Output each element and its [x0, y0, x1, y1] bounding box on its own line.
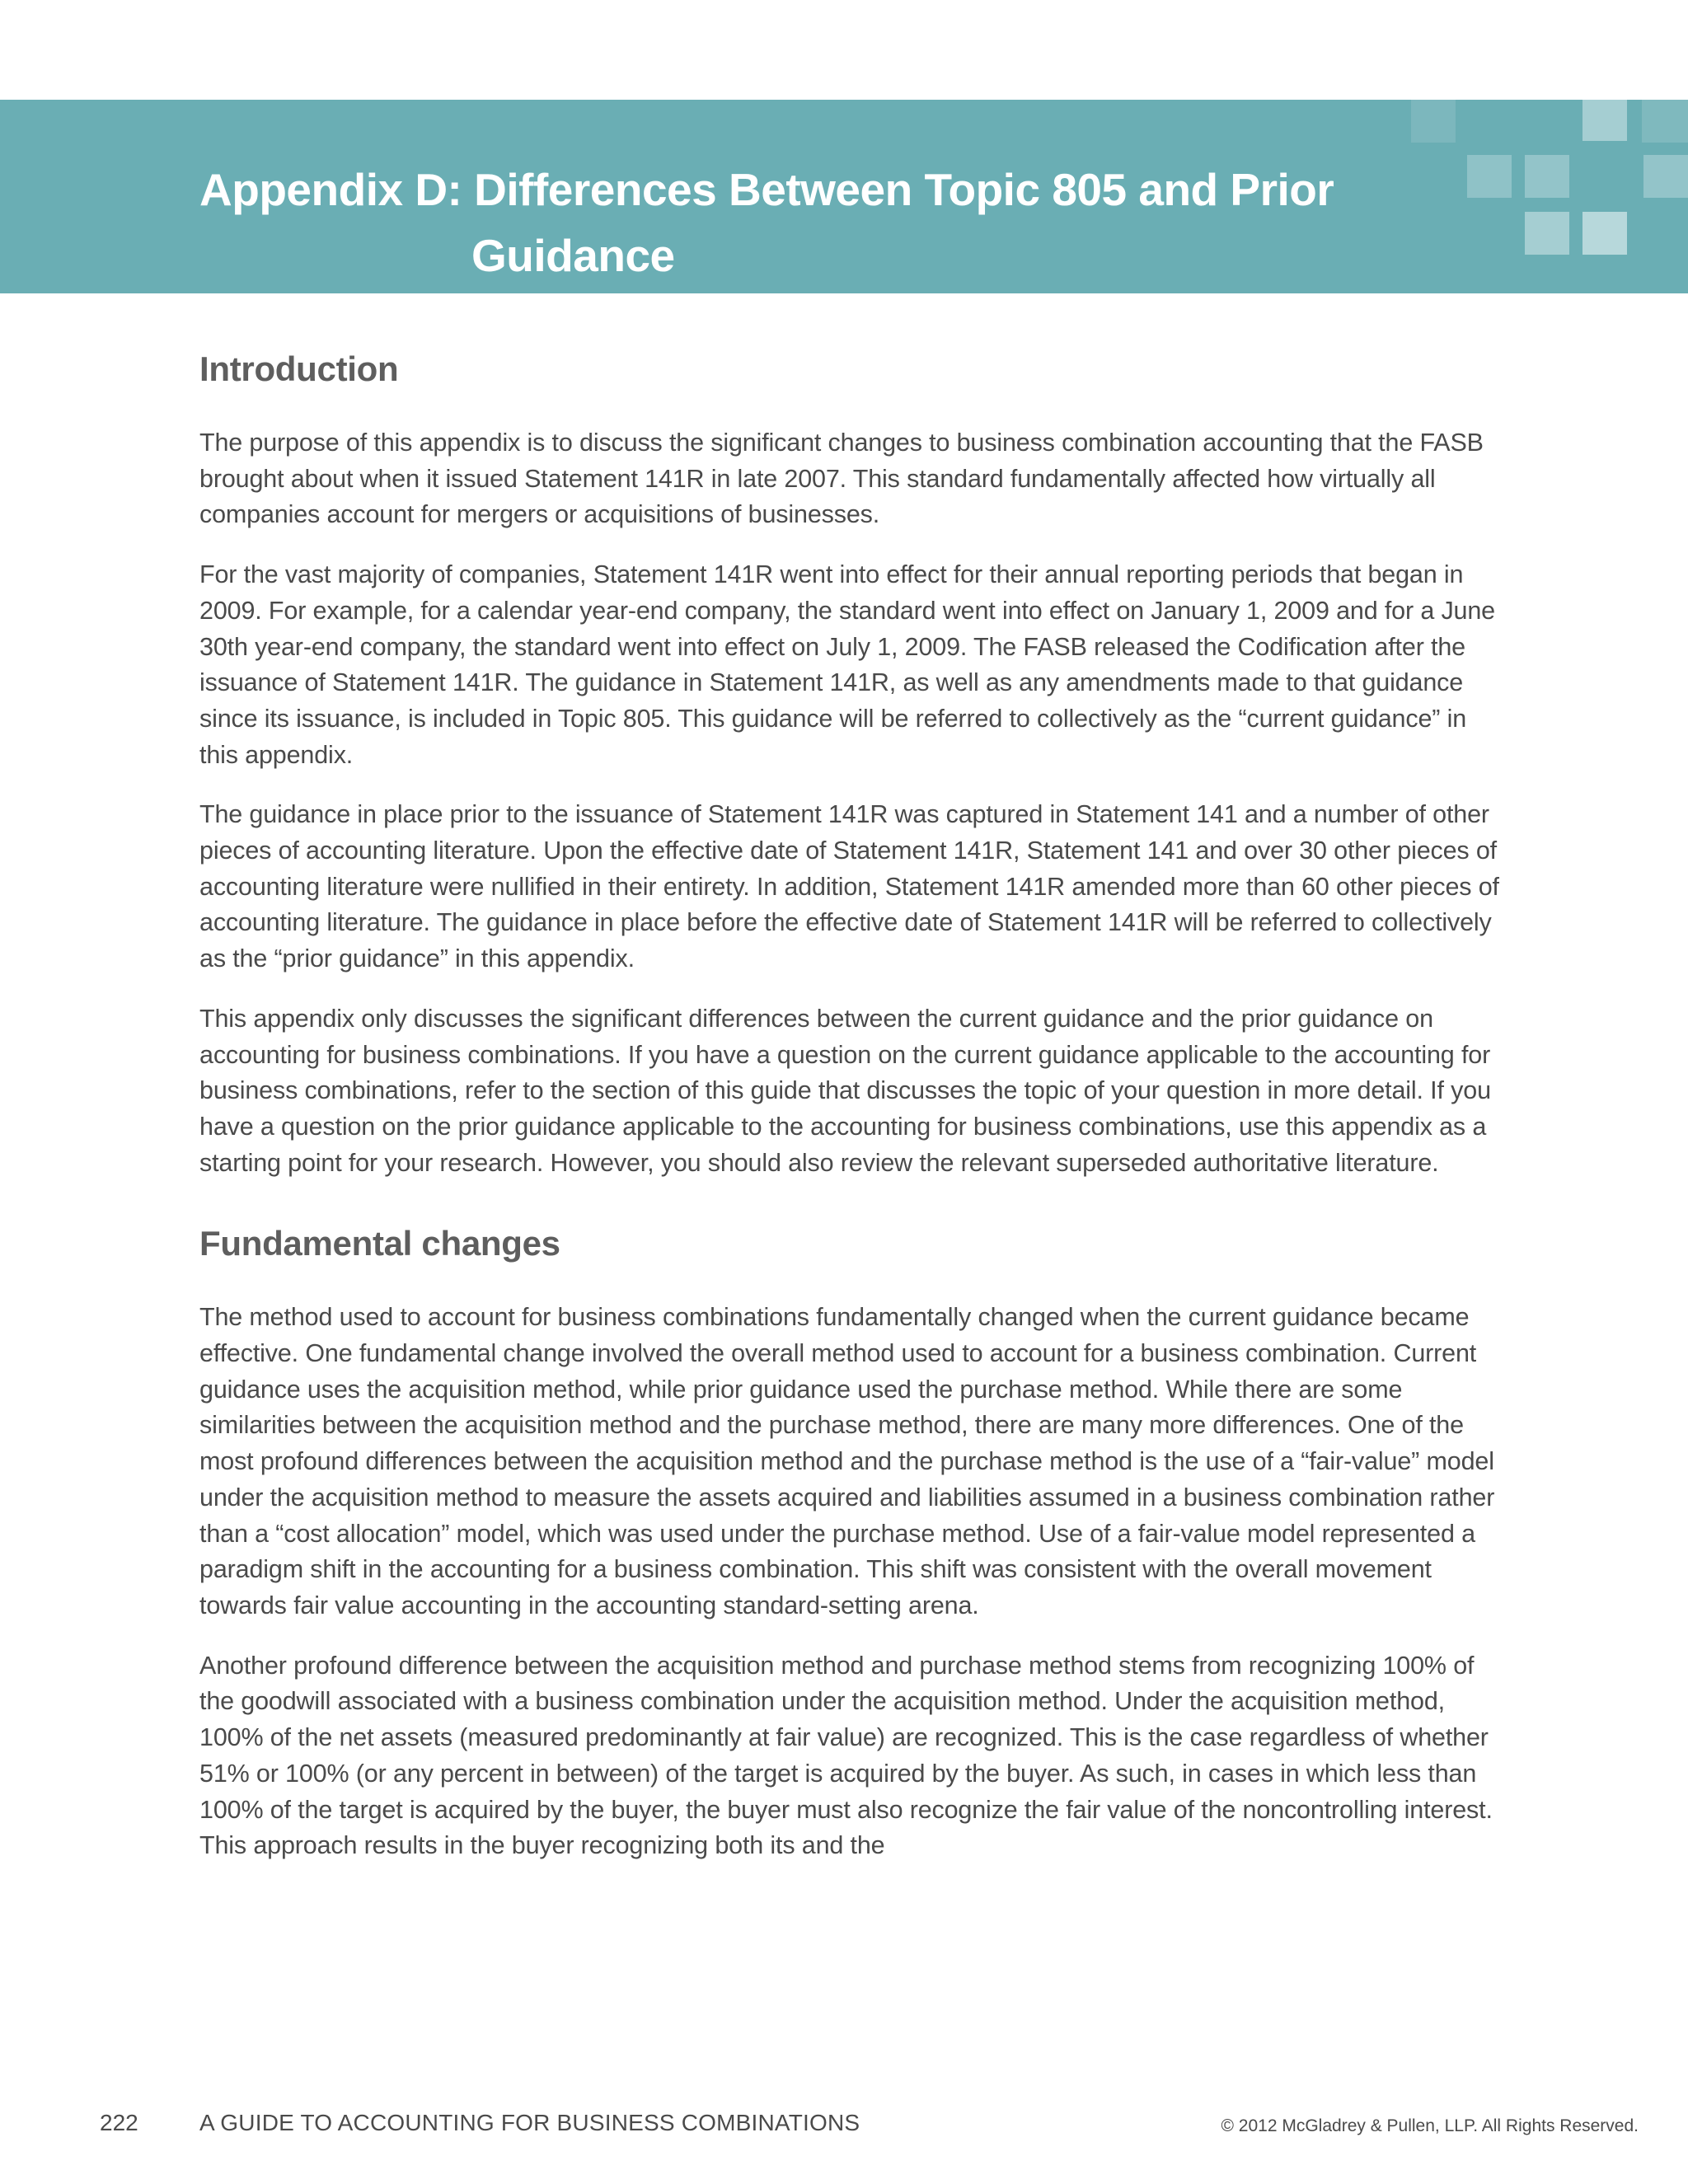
- paragraph: This appendix only discusses the significant differences between the current guidance and the prior guidance on accounting for business combinations. If you have a question on the current guidance applicable to the accounting for business combinations, refer to the section of this guide that discusses the topic of your question in more detail. If you have a question on the prior guidance applicable to the accounting for business combinations, use this appendix as a starting point for your research. However, you should also review the relevant superseded authoritative literature.: [199, 1004, 1491, 1177]
- decor-square: [1582, 212, 1627, 255]
- paragraph: The guidance in place prior to the issuance of Statement 141R was captured in Statement 141 and a number of other pieces of accounting literature. Upon the effective date of Statement 141R, Statement 141 and over 30 other pieces of accounting literature were nullified in their entirety. In addition, Statement 141R amended more than 60 other pieces of accounting literature. The guidance in place before the effective date of Statement 141R will be referred to collectively as the “prior guidance” in this appendix.: [199, 800, 1499, 973]
- decor-square: [1411, 100, 1456, 143]
- footer-copyright: © 2012 McGladrey & Pullen, LLP. All Rights Reserved.: [1221, 2116, 1639, 2135]
- paragraph: The method used to account for business combinations fundamentally changed when the current guidance became effective. One fundamental change involved the overall method used to account for a business combination. Current guidance uses the acquisition method, while prior guidance used the purchase method. While there are some similarities between the acquisition method and the purchase method, there are many more differences. One of the most profound differences between the acquisition method and the purchase method is the use of a “fair-value” model under the acquisition method to measure the assets acquired and liabilities assumed in a business combination rather than a “cost allocation” model, which was used under the purchase method. Use of a fair-value model represented a paradigm shift in the accounting for a business combination. This shift was consistent with the overall movement towards fair value accounting in the accounting standard-setting arena.: [199, 1303, 1495, 1619]
- paragraph: Another profound difference between the acquisition method and purchase method stems from recognizing 100% of the goodwill associated with a business combination under the acquisition method. Under the acquisition method, 100% of the net assets (measured predominantly at fair value) are recognized. This is the case regardless of whether 51% or 100% (or any percent in between) of the target is acquired by the buyer. As such, in cases in which less than 100% of the target is acquired by the buyer, the buyer must also recognize the fair value of the noncontrolling interest. This approach results in the buyer recognizing both its and the: [199, 1651, 1493, 1860]
- decor-square: [1525, 212, 1569, 255]
- page-title-line-1: Appendix D: Differences Between Topic 805 and Prior: [199, 164, 1334, 215]
- paragraph: The purpose of this appendix is to discuss the significant changes to business combination accounting that the FASB brought about when it issued Statement 141R in late 2007. This standard fundamentally affected how virtually all companies account for mergers or acquisitions of businesses.: [199, 429, 1484, 529]
- section-fundamental-changes: [199, 1212, 1502, 1864]
- page-number: 222: [100, 2110, 138, 2135]
- section-heading: Introduction: [199, 349, 399, 388]
- page-title-line-2: Guidance: [471, 230, 675, 281]
- main-content: [199, 338, 1502, 1888]
- decor-square: [1525, 155, 1569, 198]
- page-footer: [0, 2110, 1688, 2151]
- section-introduction: [199, 338, 1502, 1181]
- decor-square: [1467, 155, 1512, 198]
- decor-square: [1642, 100, 1688, 143]
- footer-guide-title: A GUIDE TO ACCOUNTING FOR BUSINESS COMBINATIONS: [199, 2110, 860, 2135]
- decor-square: [1582, 100, 1627, 141]
- page-title: [199, 157, 1436, 288]
- decor-square: [1643, 155, 1688, 198]
- section-heading: Fundamental changes: [199, 1224, 560, 1263]
- paragraph: For the vast majority of companies, Statement 141R went into effect for their annual reporting periods that began in 2009. For example, for a calendar year-end company, the standard went into effect on January 1, 2009 and for a June 30th year-end company, the standard went into effect on July 1, 2009. The FASB released the Codification after the issuance of Statement 141R. The guidance in Statement 141R, as well as any amendments made to that guidance since its issuance, is included in Topic 805. This guidance will be referred to collectively as the “current guidance” in this appendix.: [199, 560, 1495, 769]
